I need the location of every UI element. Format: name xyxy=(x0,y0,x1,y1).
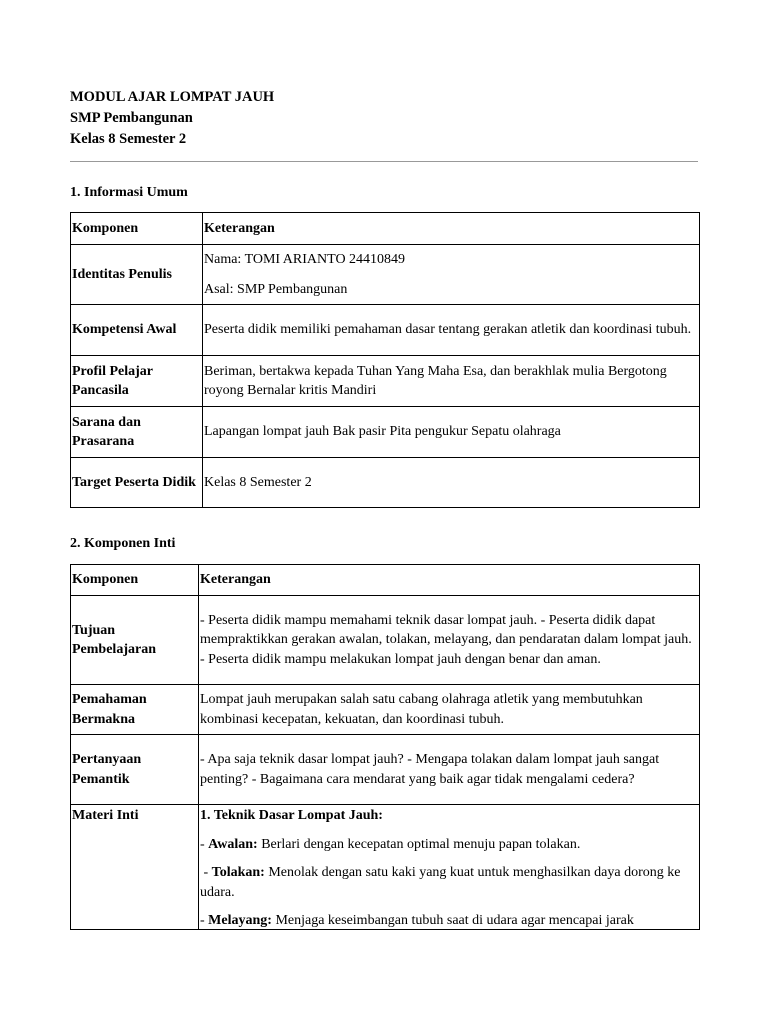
item-term: Tolakan: xyxy=(211,865,265,880)
row-value: Lapangan lompat jauh Bak pasir Pita pengukur Sepatu olahraga xyxy=(203,407,700,458)
row-value: - Peserta didik mampu memahami teknik dasar lompat jauh. - Peserta didik dapat mempraktikkan gerakan awalan, tolakan, melayang, dan pendaratan dalam lompat jauh. - Peserta didik mampu melakukan lompat jauh dengan benar dan aman. xyxy=(199,596,700,685)
materi-heading: 1. Teknik Dasar Lompat Jauh: xyxy=(200,808,383,823)
table-informasi-umum xyxy=(70,212,700,508)
row-value: - Apa saja teknik dasar lompat jauh? - Mengapa tolakan dalam lompat jauh sangat penting? - Bagaimana cara mendarat yang baik agar tidak mengalami cedera? xyxy=(199,735,700,805)
item-text: Berlari dengan kecepatan optimal menuju papan tolakan. xyxy=(257,836,581,852)
row-label: Materi Inti xyxy=(71,805,199,930)
row-label: Target Peserta Didik xyxy=(71,458,203,508)
item-term: Awalan: xyxy=(208,836,258,852)
author-name: Nama: TOMI ARIANTO 24410849 xyxy=(204,252,406,267)
row-value: Beriman, bertakwa kepada Tuhan Yang Maha Esa, dan berakhlak mulia Bergotong royong Bernalar kritis Mandiri xyxy=(203,356,700,407)
item-prefix: - xyxy=(200,913,209,928)
row-label: Tujuan Pembelajaran xyxy=(71,596,199,685)
item-text: Menjaga keseimbangan tubuh saat di udara agar mencapai jarak xyxy=(271,913,634,928)
document-title: MODUL AJAR LOMPAT JAUH xyxy=(70,89,275,105)
header-divider xyxy=(70,161,698,162)
row-value: Lompat jauh merupakan salah satu cabang olahraga atletik yang membutuhkan kombinasi kecepatan, kekuatan, dan koordinasi tubuh. xyxy=(199,685,700,735)
table-row-materi-inti xyxy=(71,805,700,930)
table-row-pemahaman-bermakna xyxy=(71,685,700,735)
document-page xyxy=(70,87,698,928)
document-school: SMP Pembangunan xyxy=(70,110,193,126)
table-komponen-inti xyxy=(70,564,700,930)
row-value: Kelas 8 Semester 2 xyxy=(203,458,700,508)
materi-item-melayang xyxy=(200,911,697,929)
table-row-kompetensi-awal xyxy=(71,305,700,356)
table-header-row xyxy=(71,565,700,596)
section-title-komponen-inti: 2. Komponen Inti xyxy=(70,536,176,551)
materi-inti-content xyxy=(200,806,697,929)
table-row-identitas-penulis xyxy=(71,245,700,305)
item-prefix: - xyxy=(200,836,209,852)
document-class: Kelas 8 Semester 2 xyxy=(70,131,187,147)
item-prefix: - xyxy=(200,865,212,880)
row-value: Peserta didik memiliki pemahaman dasar tentang gerakan atletik dan koordinasi tubuh. xyxy=(203,305,700,356)
column-header-komponen: Komponen xyxy=(71,565,199,596)
item-text: Menolak dengan satu kaki yang kuat untuk menghasilkan daya dorong ke udara. xyxy=(200,865,681,900)
table-row-pertanyaan-pemantik xyxy=(71,735,700,805)
row-label: Kompetensi Awal xyxy=(71,305,203,356)
author-origin: Asal: SMP Pembangunan xyxy=(204,281,348,297)
table-header-row xyxy=(71,213,700,245)
row-label: Identitas Penulis xyxy=(71,245,203,305)
materi-item-awalan xyxy=(200,835,697,855)
section-title-informasi-umum: 1. Informasi Umum xyxy=(70,185,188,200)
row-value xyxy=(203,245,700,305)
row-label: Pertanyaan Pemantik xyxy=(71,735,199,805)
table-row-target-peserta xyxy=(71,458,700,508)
row-label: Pemahaman Bermakna xyxy=(71,685,199,735)
item-term: Melayang: xyxy=(208,913,272,928)
materi-item-tolakan xyxy=(200,863,697,902)
table-row-tujuan-pembelajaran xyxy=(71,596,700,685)
row-label: Sarana dan Prasarana xyxy=(71,407,203,458)
column-header-keterangan: Keterangan xyxy=(199,565,700,596)
row-label: Profil Pelajar Pancasila xyxy=(71,356,203,407)
table-row-profil-pelajar xyxy=(71,356,700,407)
row-value xyxy=(199,805,700,930)
table-row-sarana-prasarana xyxy=(71,407,700,458)
column-header-komponen: Komponen xyxy=(71,213,203,245)
column-header-keterangan: Keterangan xyxy=(203,213,700,245)
